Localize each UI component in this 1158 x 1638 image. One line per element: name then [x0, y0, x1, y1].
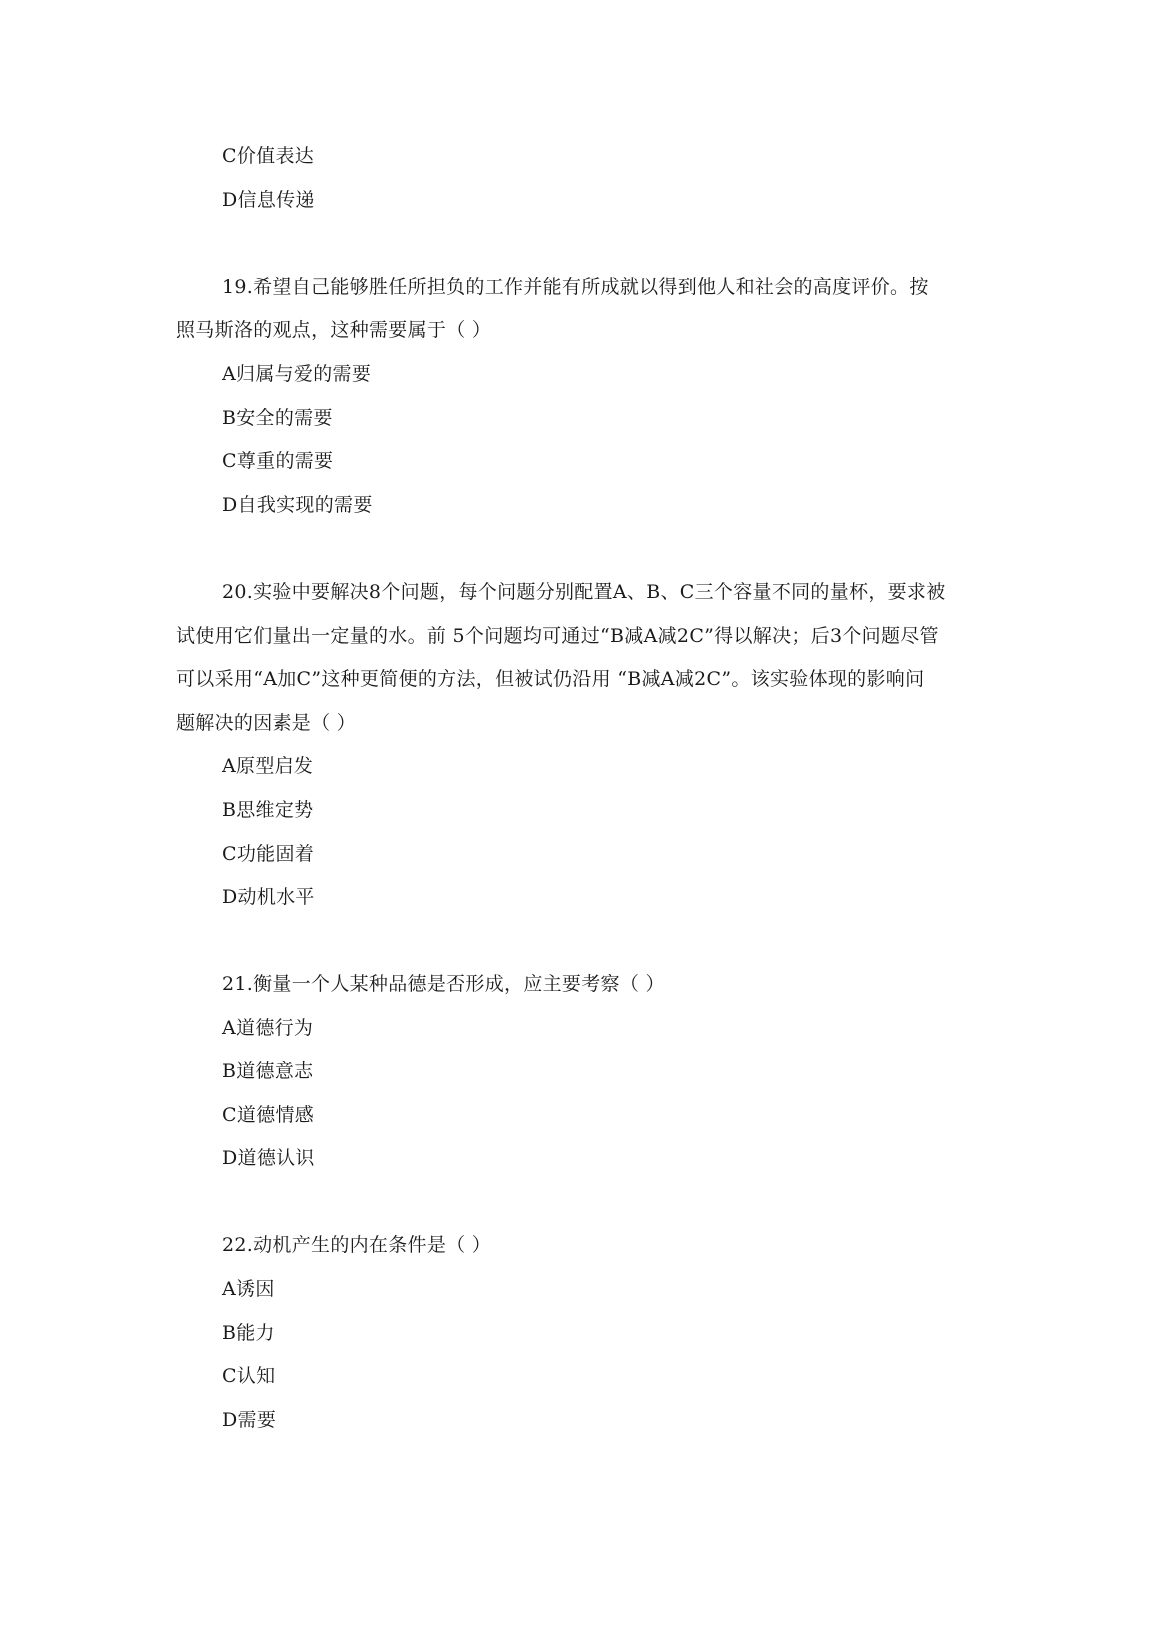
question-19-text-line-2: 照马斯洛的观点，这种需要属于（ ） — [176, 319, 492, 341]
question-21-option-d: D道德认识 — [222, 1147, 315, 1169]
question-19-option-a: A归属与爱的需要 — [222, 363, 372, 385]
question-20-option-c: C功能固着 — [222, 843, 315, 865]
option-d-prev: D信息传递 — [222, 189, 315, 211]
question-22-option-c: C认知 — [222, 1365, 276, 1387]
question-20-option-d: D动机水平 — [222, 886, 315, 908]
question-20-option-b: B思维定势 — [222, 799, 314, 821]
question-19-option-b: B安全的需要 — [222, 407, 333, 429]
question-20-text-line-1: 20.实验中要解决8个问题，每个问题分别配置A、B、C三个容量不同的量杯，要求被 — [222, 581, 946, 603]
question-22-text-line-1: 22.动机产生的内在条件是（ ） — [222, 1234, 492, 1256]
question-20-text-line-4: 题解决的因素是（ ） — [176, 712, 357, 734]
question-20-text-line-3: 可以采用“A加C”这种更简便的方法，但被试仍沿用 “B减A减2C”。该实验体现的影响问 — [176, 668, 925, 690]
question-21-text-line-1: 21.衡量一个人某种品德是否形成，应主要考察（ ） — [222, 973, 665, 995]
question-21-option-a: A道德行为 — [222, 1017, 314, 1039]
question-19-text-line-1: 19.希望自己能够胜任所担负的工作并能有所成就以得到他人和社会的高度评价。按 — [222, 276, 929, 298]
question-22-option-a: A诱因 — [222, 1278, 275, 1300]
question-21-option-c: C道德情感 — [222, 1104, 315, 1126]
option-c-prev: C价值表达 — [222, 145, 315, 167]
question-22-option-b: B能力 — [222, 1322, 275, 1344]
question-19-option-d: D自我实现的需要 — [222, 494, 373, 516]
question-22-option-d: D需要 — [222, 1409, 277, 1431]
question-21-option-b: B道德意志 — [222, 1060, 314, 1082]
question-20-option-a: A原型启发 — [222, 755, 314, 777]
question-19-option-c: C尊重的需要 — [222, 450, 334, 472]
question-20-text-line-2: 试使用它们量出一定量的水。前 5个问题均可通过“B减A减2C”得以解决；后3个问题尽管 — [176, 625, 939, 647]
